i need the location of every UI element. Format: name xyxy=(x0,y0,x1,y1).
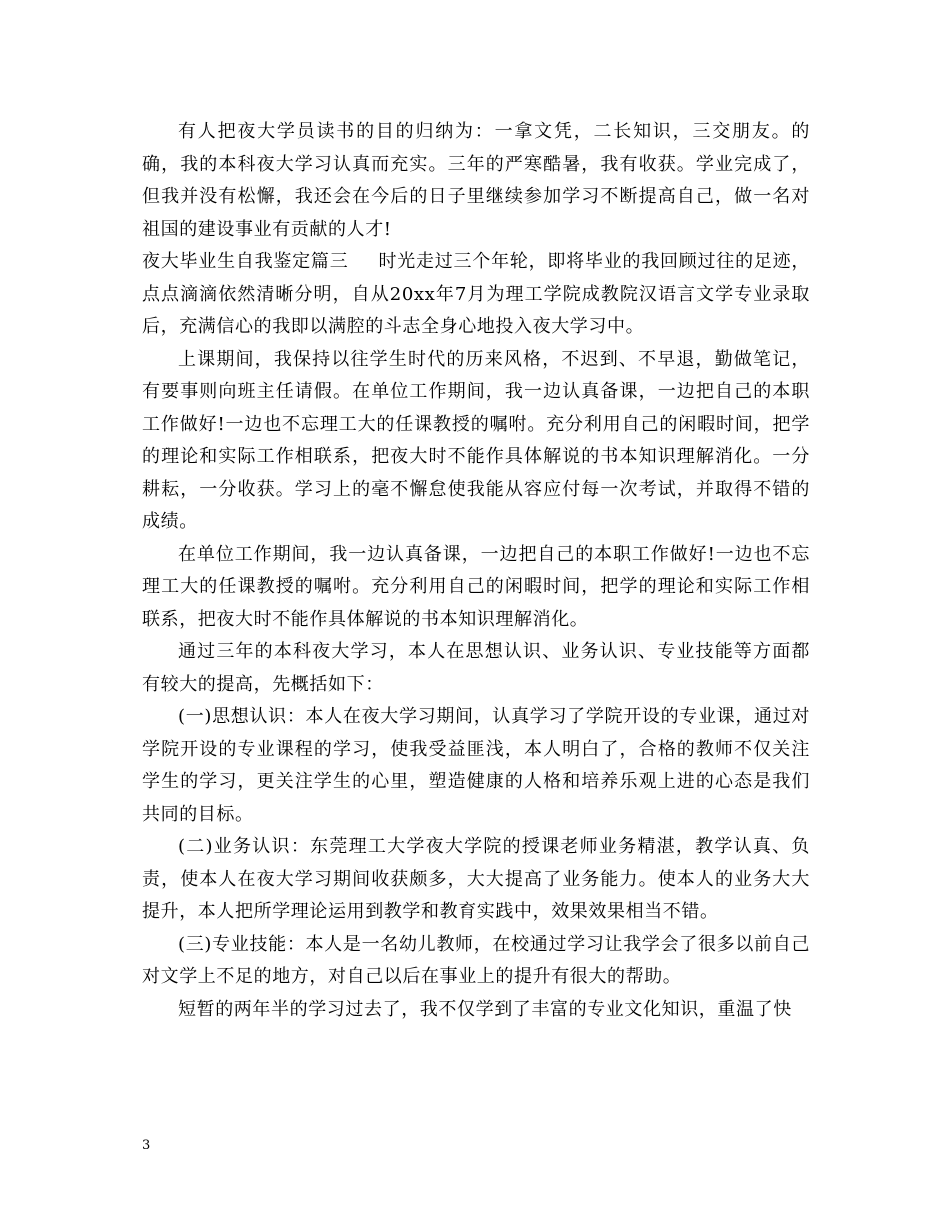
section-paragraph xyxy=(142,246,810,344)
paragraph-1: 有人把夜大学员读书的目的归纳为：一拿文凭，二长知识，三交朋友。的确，我的本科夜大学习认真而充实。三年的严寒酷暑，我有收获。学业完成了，但我并没有松懈，我还会在今后的日子里继续参加学习不断提高自己，做一名对祖国的建设事业有贡献的人才! xyxy=(142,121,810,240)
paragraph-6: (一)思想认识：本人在夜大学习期间，认真学习了学院开设的专业课，通过对学院开设的专业课程的学习，使我受益匪浅，本人明白了，合格的教师不仅关注学生的学习，更关注学生的心里，塑造健康的人格和培养乐观上进的心态是我们共同的目标。 xyxy=(142,706,810,825)
paragraph-2: 时光走过三个年轮，即将毕业的我回顾过往的足迹，点点滴滴依然清晰分明，自从20xx年7月为理工学院成教院汉语言文学专业录取后，充满信心的我即以满腔的斗志全身心地投入夜大学习中。 xyxy=(142,251,810,337)
paragraph-3: 上课期间，我保持以往学生时代的历来风格，不迟到、不早退，勤做笔记，有要事则向班主任请假。在单位工作期间，我一边认真备课，一边把自己的本职工作做好!一边也不忘理工大的任课教授的嘱咐。充分利用自己的闲暇时间，把学的理论和实际工作相联系，把夜大时不能作具体解说的书本知识理解消化。一分耕耘，一分收获。学习上的毫不懈怠使我能从容应付每一次考试，并取得不错的成绩。 xyxy=(142,348,810,532)
section-title: 夜大毕业生自我鉴定篇三 xyxy=(142,251,349,272)
document-body xyxy=(142,116,810,1026)
paragraph-4: 在单位工作期间，我一边认真备课，一边把自己的本职工作做好!一边也不忘理工大的任课教授的嘱咐。充分利用自己的闲暇时间，把学的理论和实际工作相联系，把夜大时不能作具体解说的书本知识理解消化。 xyxy=(142,543,810,630)
paragraph-5: 通过三年的本科夜大学习，本人在思想认识、业务认识、专业技能等方面都有较大的提高，先概括如下： xyxy=(142,641,810,695)
paragraph-9: 短暂的两年半的学习过去了，我不仅学到了丰富的专业文化知识，重温了快 xyxy=(178,998,792,1020)
paragraph-8: (三)专业技能：本人是一名幼儿教师，在校通过学习让我学会了很多以前自己对文学上不足的地方，对自己以后在事业上的提升有很大的帮助。 xyxy=(142,933,810,987)
page-number: 3 xyxy=(142,1138,151,1153)
paragraph-7: (二)业务认识：东莞理工大学夜大学院的授课老师业务精湛，教学认真、负责，使本人在夜大学习期间收获颇多，大大提高了业务能力。使本人的业务大大提升，本人把所学理论运用到教学和教育实践中，效果效果相当不错。 xyxy=(142,836,810,922)
